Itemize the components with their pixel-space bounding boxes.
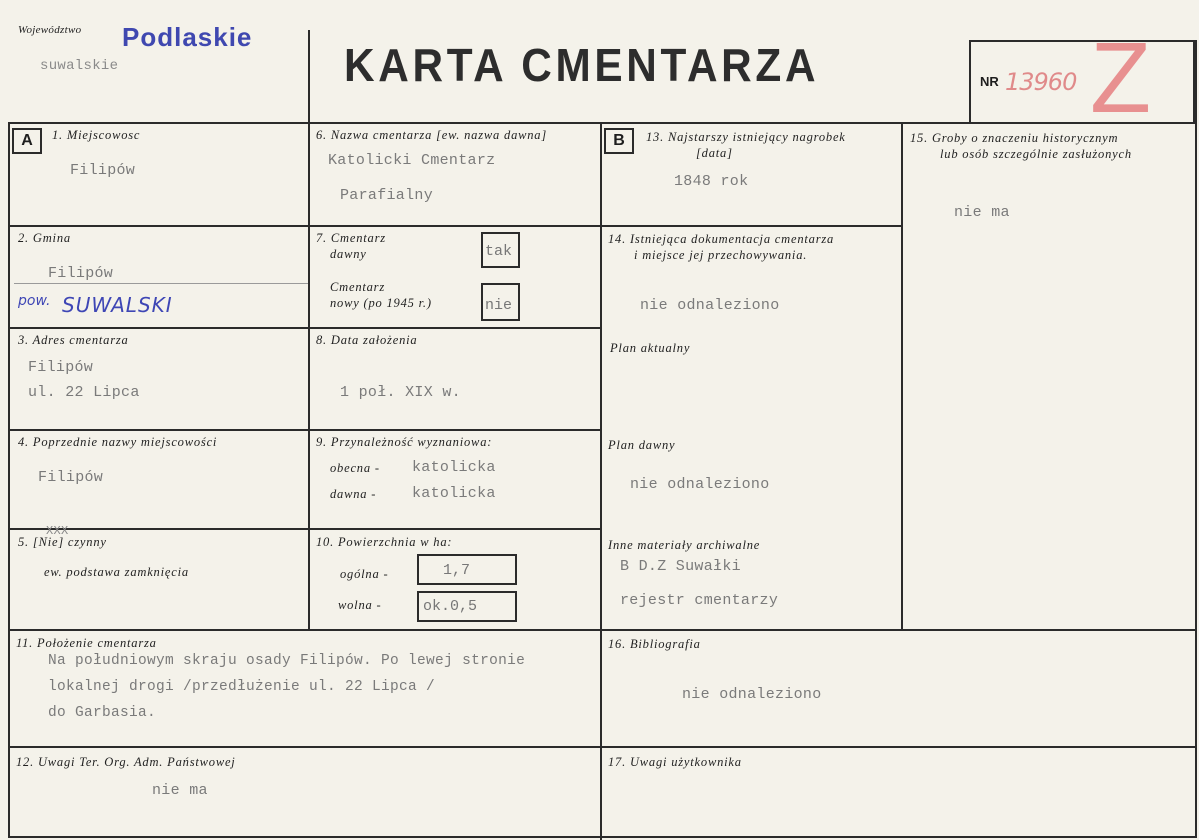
- divider: [1195, 40, 1197, 838]
- z-mark: Z: [1090, 22, 1152, 134]
- voivodeship-stamp: Podlaskie: [122, 22, 253, 52]
- field-6-label: 6. Nazwa cmentarza [ew. nazwa dawna]: [316, 128, 548, 142]
- field-13-label-2: [data]: [696, 146, 733, 160]
- field-11-line-2: lokalnej drogi /przedłużenie ul. 22 Lipca /: [48, 679, 436, 695]
- other-materials-value-1: B D.Z Suwałki: [620, 558, 741, 575]
- voivodeship-label: Województwo: [18, 24, 82, 36]
- field-3-value-2: ul. 22 Lipca: [28, 384, 140, 401]
- divider: [8, 629, 1196, 631]
- field-16-value: nie odnaleziono: [682, 686, 822, 703]
- area-total-label: ogólna -: [340, 567, 389, 581]
- nr-value: 13960: [1005, 68, 1077, 96]
- section-b-marker: B: [604, 128, 634, 154]
- field-11-line-3: do Garbasia.: [48, 705, 157, 721]
- divider: [8, 225, 902, 227]
- field-2-label: 2. Gmina: [18, 231, 71, 245]
- field-14-label-2: i miejsce jej przechowywania.: [634, 248, 808, 262]
- divider: [8, 124, 10, 838]
- plan-current-label: Plan aktualny: [610, 341, 691, 355]
- other-materials-label: Inne materiały archiwalne: [608, 538, 761, 552]
- field-6-value-1: Katolicki Cmentarz: [328, 152, 496, 169]
- field-3-label: 3. Adres cmentarza: [18, 333, 129, 347]
- field-15-label-1: 15. Groby o znaczeniu historycznym: [910, 131, 1119, 145]
- county-value: SUWALSKI: [62, 293, 173, 317]
- field-7-label-3: Cmentarz: [330, 280, 386, 294]
- field-3-value-1: Filipów: [28, 359, 94, 376]
- field-8-value: 1 poł. XIX w.: [340, 384, 461, 401]
- field-12-value: nie ma: [152, 782, 208, 799]
- field-4-label: 4. Poprzednie nazwy miejscowości: [18, 435, 218, 449]
- field-11-label: 11. Położenie cmentarza: [16, 636, 157, 650]
- field-7-label-1: 7. Cmentarz: [316, 231, 386, 245]
- field-7-label-2: dawny: [330, 247, 367, 261]
- divider: [8, 122, 1196, 124]
- page-title: KARTA CMENTARZA: [344, 39, 820, 91]
- field-1-value: Filipów: [70, 162, 136, 179]
- field-17-label: 17. Uwagi użytkownika: [608, 755, 742, 769]
- old-cemetery-value: tak: [485, 243, 513, 260]
- field-8-label: 8. Data założenia: [316, 333, 418, 347]
- field-11-line-1: Na południowym skraju osady Filipów. Po lewej stronie: [48, 653, 526, 669]
- divider: [901, 124, 903, 631]
- divider: [8, 429, 601, 431]
- section-a-marker: A: [12, 128, 42, 154]
- field-13-value: 1848 rok: [674, 173, 749, 190]
- field-14-value: nie odnaleziono: [640, 297, 780, 314]
- divider: [8, 836, 1196, 838]
- field-14-label-1: 14. Istniejąca dokumentacja cmentarza: [608, 232, 835, 246]
- voivodeship-old: suwalskie: [40, 58, 119, 74]
- field-16-label: 16. Bibliografia: [608, 637, 701, 651]
- nr-label: NR: [980, 74, 999, 89]
- field-15-label-2: lub osób szczególnie zasłużonych: [940, 147, 1132, 161]
- strike-marks: XXX: [46, 524, 69, 538]
- field-4-value: Filipów: [38, 469, 104, 486]
- field-5-label: 5. [Nie] czynny: [18, 535, 107, 549]
- old-cemetery-box: [481, 232, 520, 268]
- field-1-label: 1. Miejscowosc: [52, 128, 141, 142]
- plan-former-value: nie odnaleziono: [630, 476, 770, 493]
- plan-former-label: Plan dawny: [608, 438, 676, 452]
- religion-former-label: dawna -: [330, 487, 377, 501]
- area-free-value: ok.0,5: [423, 598, 478, 615]
- field-10-label: 10. Powierzchnia w ha:: [316, 535, 453, 549]
- religion-current-value: katolicka: [412, 459, 496, 476]
- field-7-label-4: nowy (po 1945 r.): [330, 296, 432, 310]
- religion-current-label: obecna -: [330, 461, 380, 475]
- area-free-label: wolna -: [338, 598, 382, 612]
- field-6-value-2: Parafialny: [340, 187, 434, 204]
- area-free-box: [417, 591, 517, 622]
- field-15-value: nie ma: [954, 204, 1010, 221]
- field-9-label: 9. Przynależność wyznaniowa:: [316, 435, 493, 449]
- area-total-box: [417, 554, 517, 585]
- divider: [8, 327, 601, 329]
- divider: [308, 30, 310, 630]
- religion-former-value: katolicka: [412, 485, 496, 502]
- new-cemetery-box: [481, 283, 520, 321]
- field-12-label: 12. Uwagi Ter. Org. Adm. Państwowej: [16, 755, 236, 769]
- area-total-value: 1,7: [443, 562, 471, 579]
- other-materials-value-2: rejestr cmentarzy: [620, 592, 779, 609]
- divider: [8, 746, 1196, 748]
- field-13-label-1: 13. Najstarszy istniejący nagrobek: [646, 130, 846, 144]
- nr-box: [969, 40, 1195, 122]
- field-2-value: Filipów: [48, 265, 114, 282]
- field-5-label-2: ew. podstawa zamknięcia: [44, 565, 189, 579]
- underline: [14, 283, 308, 284]
- divider: [600, 124, 602, 840]
- new-cemetery-value: nie: [485, 297, 513, 314]
- divider: [8, 528, 601, 530]
- county-prefix: pow.: [18, 293, 51, 309]
